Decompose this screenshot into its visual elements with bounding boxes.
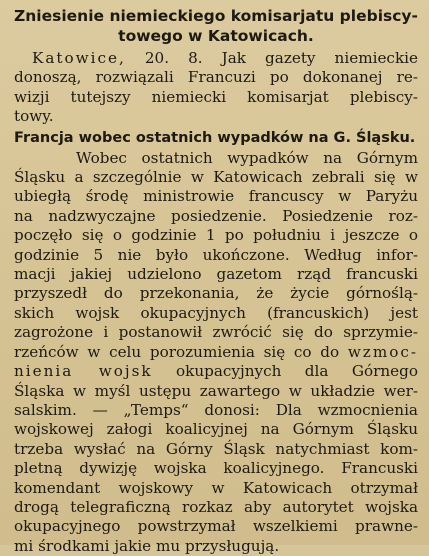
article-1-line-2: donoszą, rozwiązali Francuzi po dokonanej re- <box>14 68 418 87</box>
article-2-line-14: salskim. — „Temps“ donosi: Dla wzmocnienia <box>14 400 418 419</box>
article-2-line-3: ubiegłą środę ministrowie francuscy w Paryżu <box>14 187 418 206</box>
headline-1-line-1: Zniesienie niemieckiego komisarjatu plebiscy- <box>14 7 418 25</box>
article-2-line-13: Śląska w myśl ustępu zawartego w układzie wer- <box>14 381 418 400</box>
article-headline-2: Francja wobec ostatnich wypadków na G. Śląsku. <box>14 129 416 146</box>
article-2-line-16: trzeba wysłać na Górny Śląsk natychmiast kom- <box>14 439 418 458</box>
line-11-spaced: wzmoc- <box>347 342 418 361</box>
article-2-line-2: Śląsku a szczególnie w Katowicach zebrali się w <box>14 168 418 187</box>
line-11-text: rzeńców w celu porozumienia się co do <box>14 342 340 361</box>
article-1-body <box>14 49 418 127</box>
dateline-text: 20. 8. Jak gazety niemieckie <box>125 49 418 67</box>
article-2-line-9: skich wojsk okupacyjnych (francuskich) jest <box>14 303 418 322</box>
article-2-body <box>14 149 418 556</box>
article-2-line-8: przyszedł do przekonania, że życie górnoślą- <box>14 284 418 303</box>
article-1-line-4: towy. <box>14 107 54 126</box>
line-12-text: okupacyjnych dla Górnego <box>176 362 419 381</box>
article-2-line-12 <box>14 362 418 381</box>
article-2-line-6: godzinie 5 nie było ukończone. Według infor- <box>14 245 418 264</box>
article-2-line-21: mi środkami jakie mu przysługują. <box>14 536 280 555</box>
article-2-line-7: macji jakiej udzielono gazetom rząd francuski <box>14 265 418 284</box>
article-2-line-10: zagrożone i postanowił zwrócić się do sprzymie- <box>14 323 418 342</box>
article-2-line-18: komendant wojskowy w Katowicach otrzymał <box>14 478 418 497</box>
dateline-place: Katowice, <box>32 49 126 67</box>
article-2-line-11 <box>14 343 418 362</box>
article-2-line-20: okupacyjnego powstrzymał wszelkiemi prawne- <box>14 517 418 536</box>
article-2-line-5: poczęło się o godzinie 1 po południu i jeszcze o <box>14 226 418 245</box>
line-12-spaced: nienia wojsk <box>14 362 153 381</box>
article-2-line-4: na nadzwyczajne posiedzenie. Posiedzenie roz- <box>14 206 418 225</box>
article-1-line-3: wizji tutejszy niemiecki komisarjat plebiscy- <box>14 87 418 106</box>
article-1-line-1 <box>14 49 418 68</box>
article-2-line-15: wojskowej załogi koalicyjnej na Górnym Śląsku <box>14 420 418 439</box>
headline-1-line-2: towego w Katowicach. <box>118 27 314 45</box>
article-2-line-19: drogą telegraficzną rozkaz aby autorytet wojska <box>14 497 418 516</box>
newspaper-column <box>14 6 418 556</box>
article-2-line-1: Wobec ostatnich wypadków na Górnym <box>76 148 418 167</box>
article-headline-1 <box>14 6 418 46</box>
article-2-line-17: pletną dywizję wojska koalicyjnego. Francuski <box>14 459 418 478</box>
